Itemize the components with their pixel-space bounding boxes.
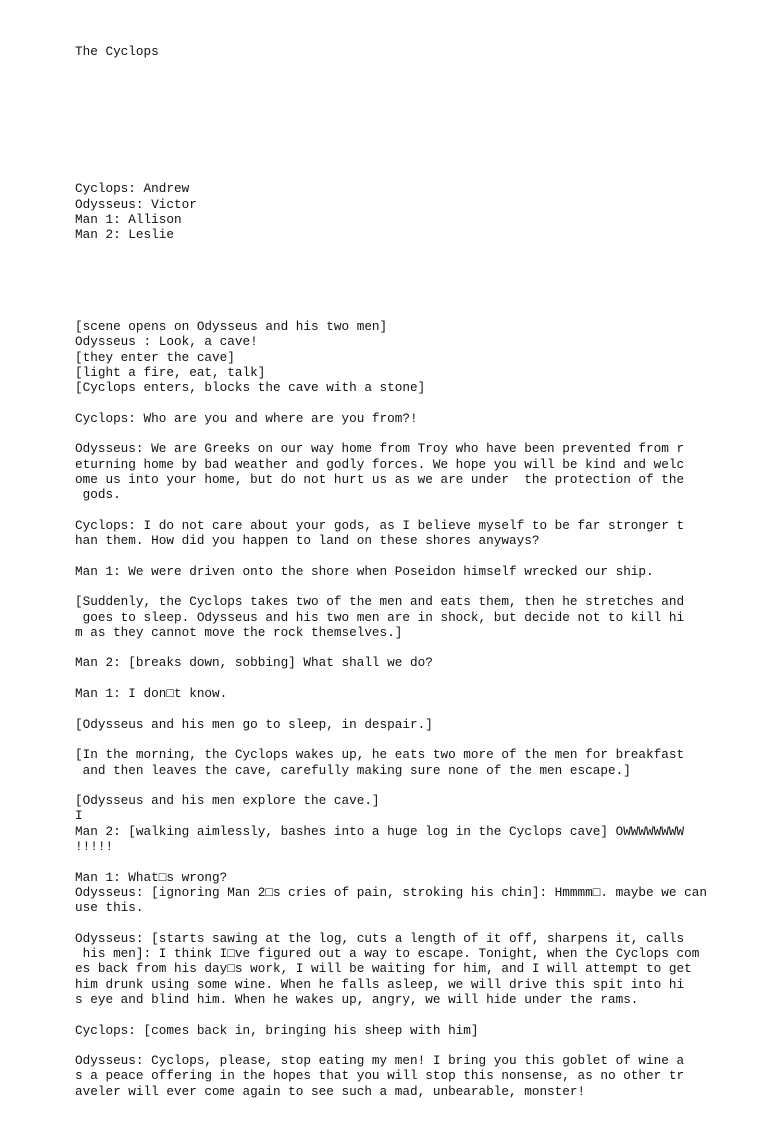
cast-entry: Man 1: Allison bbox=[75, 211, 182, 227]
blank-line bbox=[75, 273, 745, 288]
script-line: I bbox=[75, 808, 83, 824]
script-document bbox=[75, 13, 745, 1130]
blank-line bbox=[75, 916, 745, 931]
script-line: Cyclops: I do not care about your gods, as I believe myself to be far stronger t bbox=[75, 517, 685, 533]
script-paragraph bbox=[75, 931, 745, 1007]
script-line: Cyclops: [comes back in, bringing his sheep with him] bbox=[75, 1022, 479, 1038]
script-paragraph bbox=[75, 518, 745, 549]
script-line: ome us into your home, but do not hurt us as we are under the protection of the bbox=[75, 471, 685, 487]
cast-list bbox=[75, 181, 745, 242]
blank-line bbox=[75, 854, 745, 869]
document-title: The Cyclops bbox=[75, 43, 159, 59]
script-line: his men]: I think I□ve figured out a way to escape. Tonight, when the Cyclops com bbox=[75, 946, 700, 962]
script-line: m as they cannot move the rock themselves.] bbox=[75, 624, 403, 640]
script-paragraph bbox=[75, 319, 745, 395]
blank-line bbox=[75, 640, 745, 655]
script-paragraph bbox=[75, 594, 745, 640]
blank-line bbox=[75, 548, 745, 563]
script-body bbox=[75, 319, 745, 1099]
script-line: !!!!! bbox=[75, 839, 114, 855]
script-paragraph bbox=[75, 870, 745, 916]
script-paragraph bbox=[75, 747, 745, 778]
blank-line bbox=[75, 579, 745, 594]
script-line: him drunk using some wine. When he falls asleep, we will drive this spit into hi bbox=[75, 976, 685, 992]
blank-line bbox=[75, 701, 745, 716]
script-line: s a peace offering in the hopes that you will stop this nonsense, as no other tr bbox=[75, 1068, 685, 1084]
script-line: [scene opens on Odysseus and his two men] bbox=[75, 318, 388, 334]
script-line: and then leaves the cave, carefully making sure none of the men escape.] bbox=[75, 762, 631, 778]
script-paragraph bbox=[75, 564, 745, 579]
script-line: es back from his day□s work, I will be waiting for him, and I will attempt to get bbox=[75, 961, 692, 977]
script-paragraph bbox=[75, 1053, 745, 1099]
script-line: [In the morning, the Cyclops wakes up, he eats two more of the men for breakfast bbox=[75, 747, 685, 763]
script-line: use this. bbox=[75, 900, 144, 916]
script-paragraph bbox=[75, 411, 745, 426]
blank-line bbox=[75, 732, 745, 747]
blank-line bbox=[75, 1007, 745, 1022]
script-paragraph bbox=[75, 686, 745, 701]
script-line: Odysseus : Look, a cave! bbox=[75, 334, 258, 350]
script-paragraph bbox=[75, 441, 745, 502]
cast-entry: Man 2: Leslie bbox=[75, 227, 174, 243]
script-line: Man 2: [breaks down, sobbing] What shall we do? bbox=[75, 655, 433, 671]
script-line: goes to sleep. Odysseus and his two men are in shock, but decide not to kill hi bbox=[75, 609, 685, 625]
script-paragraph bbox=[75, 717, 745, 732]
script-line: Odysseus: [ignoring Man 2□s cries of pain, stroking his chin]: Hmmmm□. maybe we can bbox=[75, 884, 707, 900]
script-paragraph bbox=[75, 1023, 745, 1038]
script-line: [Cyclops enters, blocks the cave with a stone] bbox=[75, 380, 426, 396]
script-line: Odysseus: We are Greeks on our way home from Troy who have been prevented from r bbox=[75, 441, 685, 457]
blank-line bbox=[75, 503, 745, 518]
script-line: gods. bbox=[75, 487, 121, 503]
blank-line bbox=[75, 89, 745, 104]
script-line: Man 1: What□s wrong? bbox=[75, 869, 228, 885]
blank-line bbox=[75, 1038, 745, 1053]
script-line: Man 1: I don□t know. bbox=[75, 686, 228, 702]
script-line: s eye and blind him. When he wakes up, angry, we will hide under the rams. bbox=[75, 992, 639, 1007]
script-line: [Odysseus and his men explore the cave.] bbox=[75, 793, 380, 809]
blank-line bbox=[75, 778, 745, 793]
script-line: Odysseus: Cyclops, please, stop eating my men! I bring you this goblet of wine a bbox=[75, 1053, 685, 1069]
script-line: Man 2: [walking aimlessly, bashes into a huge log in the Cyclops cave] OWWWWWWWW bbox=[75, 823, 685, 839]
cast-entry: Cyclops: Andrew bbox=[75, 181, 190, 197]
script-line: [Suddenly, the Cyclops takes two of the men and eats them, then he stretches and bbox=[75, 594, 685, 610]
script-paragraph bbox=[75, 655, 745, 670]
script-line: [they enter the cave] bbox=[75, 349, 235, 365]
blank-line bbox=[75, 671, 745, 686]
script-line: eturning home by bad weather and godly forces. We hope you will be kind and welc bbox=[75, 456, 685, 472]
script-line: Man 1: We were driven onto the shore when Poseidon himself wrecked our ship. bbox=[75, 563, 654, 579]
blank-line bbox=[75, 135, 745, 150]
script-line: [Odysseus and his men go to sleep, in despair.] bbox=[75, 716, 433, 732]
script-line: han them. How did you happen to land on these shores anyways? bbox=[75, 533, 540, 549]
blank-line bbox=[75, 395, 745, 410]
script-line: aveler will ever come again to see such a mad, unbearable, monster! bbox=[75, 1083, 586, 1099]
script-line: [light a fire, eat, talk] bbox=[75, 364, 266, 380]
script-line: Cyclops: Who are you and where are you from?! bbox=[75, 410, 418, 426]
script-paragraph bbox=[75, 793, 745, 854]
cast-entry: Odysseus: Victor bbox=[75, 196, 197, 212]
blank-line bbox=[75, 426, 745, 441]
script-line: Odysseus: [starts sawing at the log, cuts a length of it off, sharpens it, calls bbox=[75, 930, 685, 946]
